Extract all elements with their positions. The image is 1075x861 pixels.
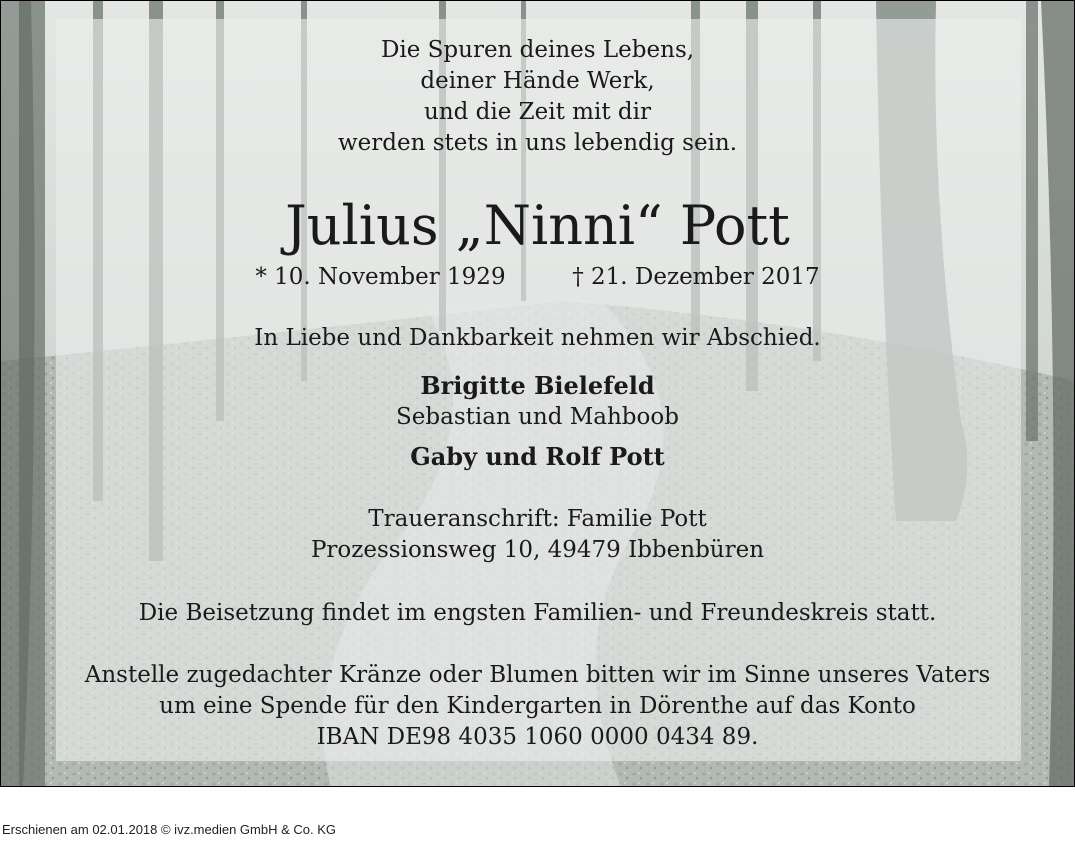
poem-line: werden stets in uns lebendig sein. (337, 130, 738, 156)
burial-notice: Die Beisetzung findet im engsten Familien- und Freundeskreis statt. (138, 600, 937, 626)
death-date: † 21. Dezember 2017 (572, 264, 820, 290)
birth-date: * 10. November 1929 (255, 264, 506, 290)
donation-request: Anstelle zugedachter Kränze oder Blumen bitten wir im Sinne unseres Vaters (84, 662, 991, 688)
donation-iban: IBAN DE98 4035 1060 0000 0434 89. (316, 724, 759, 750)
publication-footer: Erschienen am 02.01.2018 © ivz.medien GmbH & Co. KG (2, 822, 337, 837)
mourner-name: Gaby und Rolf Pott (410, 442, 665, 471)
mourning-address-label: Traueranschrift: Familie Pott (368, 506, 707, 532)
poem-line: Die Spuren deines Lebens, (380, 37, 695, 63)
poem-line: deiner Hände Werk, (420, 68, 655, 94)
mourning-address: Prozessionsweg 10, 49479 Ibbenbüren (310, 537, 765, 563)
deceased-name: Julius „Ninni“ Pott (285, 194, 790, 257)
donation-request: um eine Spende für den Kindergarten in Dörenthe auf das Konto (159, 693, 916, 719)
mourner-name: Sebastian und Mahboob (396, 404, 679, 430)
mourner-name: Brigitte Bielefeld (420, 371, 655, 400)
life-dates (1, 262, 1074, 293)
farewell-text: In Liebe und Dankbarkeit nehmen wir Abschied. (254, 325, 821, 351)
poem-line: und die Zeit mit dir (424, 99, 651, 125)
